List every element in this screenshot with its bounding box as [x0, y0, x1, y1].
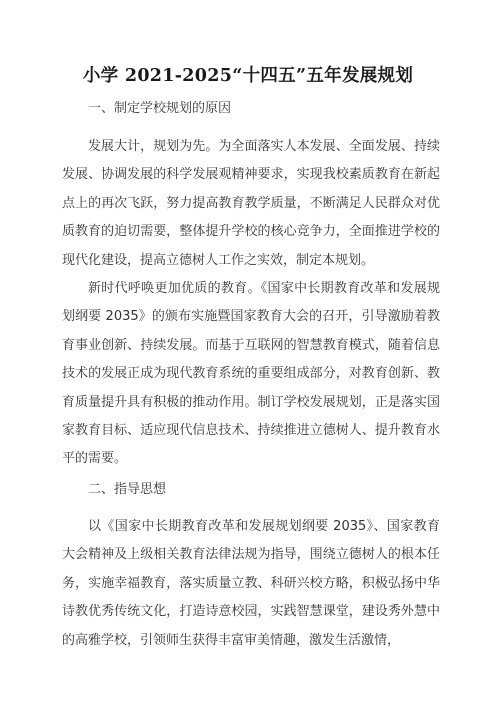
section-heading-guiding-ideology: 二、指导思想 — [88, 482, 167, 497]
section1-paragraph-2: 新时代呼唤更加优质的教育。《国家中长期教育改革和发展规划纲要 2035》的颁布实施暨国家教育大会的召开，引导激励着教育事业创新、持续发展。而基于互联网的智慧教育模式，随着信息技术的发展正成为现代教育系统的重要组成部分，对教育创新、教育质量提升具有积极的推动作用。制订学校发展规划，正是落实国家教育目标、适应现代信息技术、持续推进立德树人、提升教育水平的需要。 — [62, 281, 440, 467]
section2-paragraph-1: 以《国家中长期教育改革和发展规划纲要 2035》、国家教育大会精神及上级相关教育法律法规为指导，围绕立德树人的根本任务，实施幸福教育，落实质量立教、科研兴校方略，积极弘扬中华诗教优秀传统文化，打造诗意校园，实践智慧课堂，建设秀外慧中的高雅学校，引领师生获得丰富审美情趣，激发生活激情， — [62, 519, 440, 648]
document-title: 小学 2021-2025“十四五”五年发展规划 — [82, 66, 414, 86]
section-heading-reasons: 一、制定学校规划的原因 — [88, 101, 232, 116]
section1-paragraph-1: 发展大计，规划为先。为全面落实人本发展、全面发展、持续发展、协调发展的科学发展观精神要求，实现我校素质教育在新起点上的再次飞跃，努力提高教育教学质量，不断满足人民群众对优质教育的迫切需要，整体提升学校的核心竞争力，全面推进学校的现代化建设，提高立德树人工作之实效，制定本规划。 — [62, 139, 440, 268]
